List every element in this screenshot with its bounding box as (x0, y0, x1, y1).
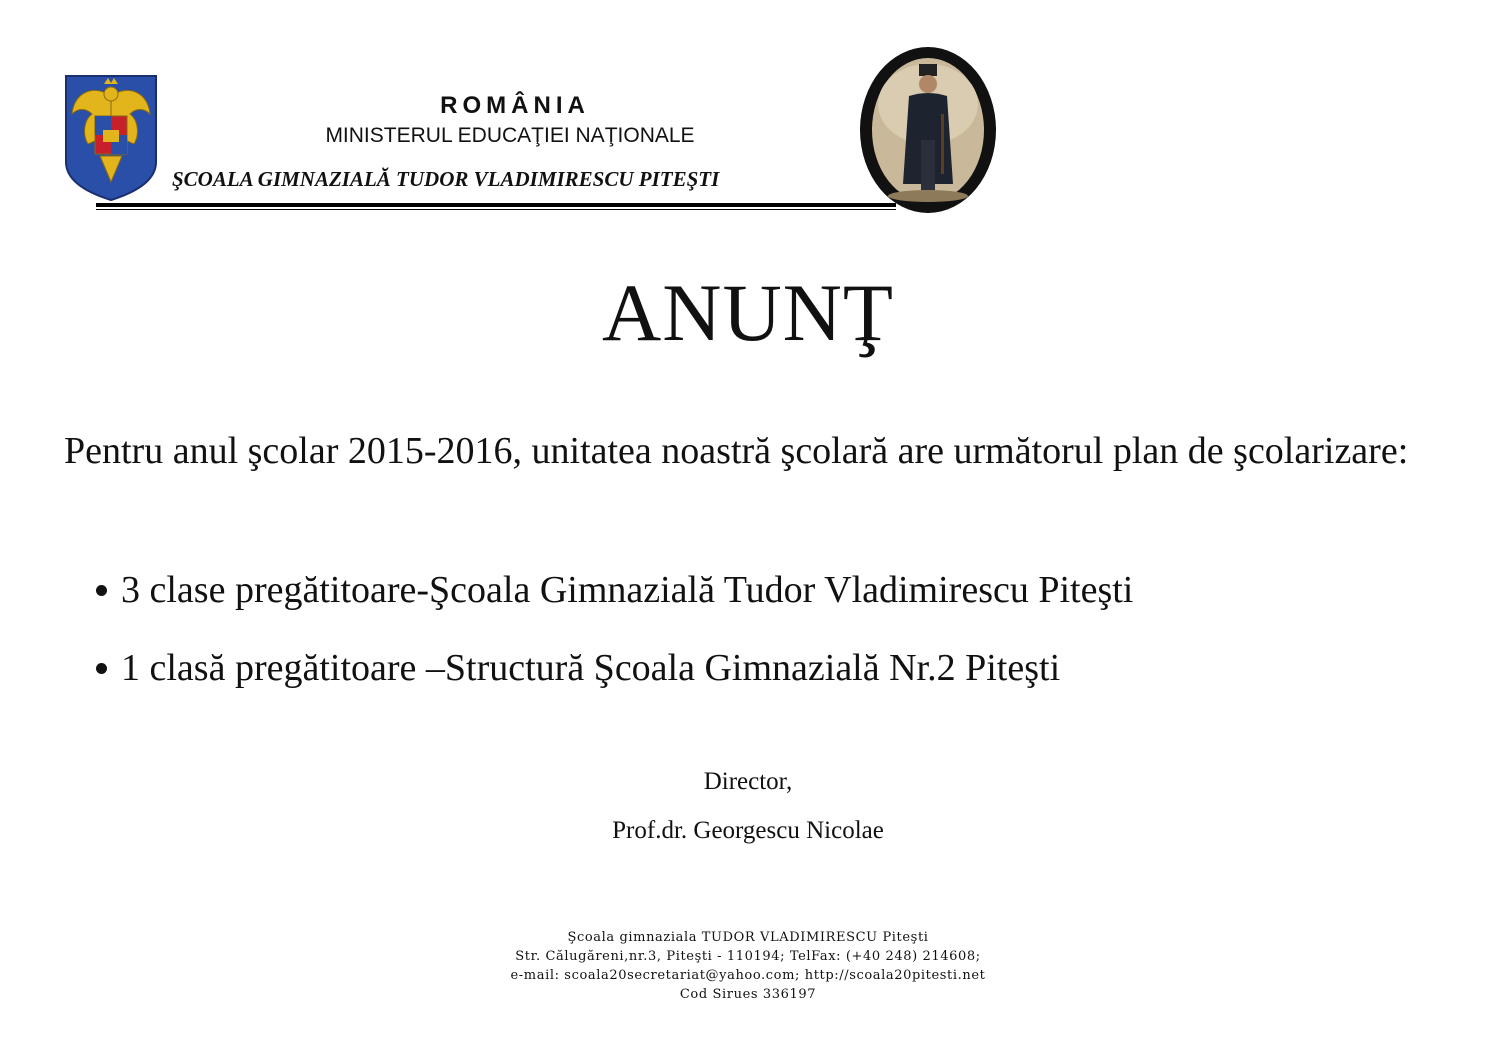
bullet-list (96, 570, 1396, 726)
header-divider-thin (96, 209, 896, 210)
page-title: ANUNŢ (602, 267, 894, 358)
header-school-name: ŞCOALA GIMNAZIALĂ TUDOR VLADIMIRESCU PITEŞTI (172, 167, 720, 191)
list-item (96, 648, 1396, 688)
footer-line: Cod Sirues 336197 (679, 987, 817, 1002)
coat-of-arms-icon (64, 74, 158, 202)
footer-line: Şcoala gimnaziala TUDOR VLADIMIRESCU Piteşti (567, 930, 929, 945)
header-divider-thick (96, 203, 896, 207)
bullet-icon (96, 585, 107, 596)
list-item (96, 570, 1396, 610)
footer-line: e-mail: scoala20secretariat@yahoo.com; http://scoala20pitesti.net (510, 968, 986, 983)
list-item-text: 1 clasă pregătitoare –Structură Şcoala Gimnazială Nr.2 Piteşti (121, 647, 1061, 689)
header-country: ROMÂNIA (440, 92, 590, 119)
signature-role: Director, (703, 768, 793, 795)
announcement-paragraph: Pentru anul şcolar 2015-2016, unitatea noastră şcolară are următorul plan de şcolarizare: (64, 430, 1409, 472)
header-ministry: MINISTERUL EDUCAŢIEI NAŢIONALE (325, 124, 695, 147)
signature-name: Prof.dr. Georgescu Nicolae (612, 817, 884, 844)
school-medallion-icon (857, 44, 999, 216)
list-item-text: 3 clase pregătitoare-Şcoala Gimnazială Tudor Vladimirescu Piteşti (121, 569, 1134, 611)
footer-line: Str. Călugăreni,nr.3, Piteşti - 110194; TelFax: (+40 248) 214608; (515, 949, 981, 964)
footer-contact (0, 928, 1496, 1004)
bullet-icon (96, 663, 107, 674)
